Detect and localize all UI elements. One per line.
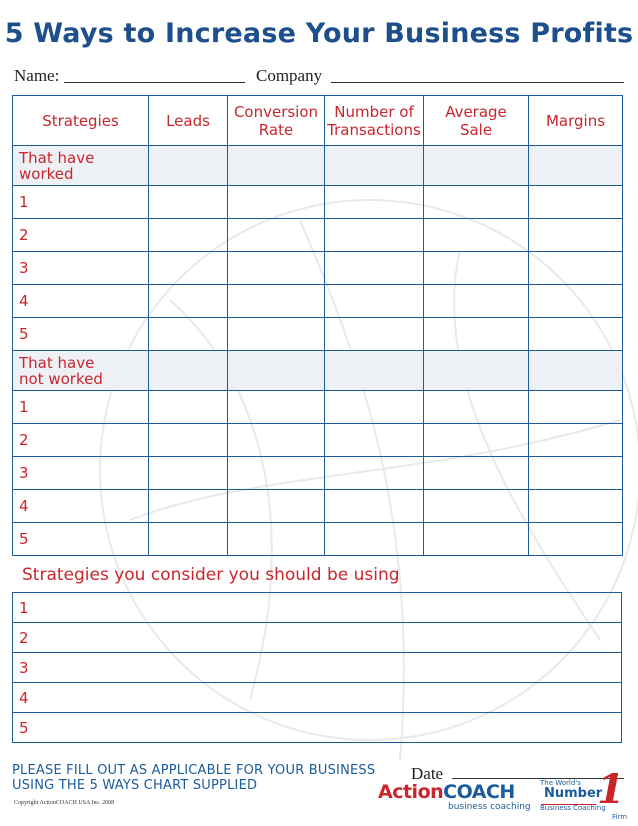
award-number-one: 1 <box>597 766 625 813</box>
col-header-number-of-transactions: Number of Transactions <box>325 96 424 146</box>
table-row <box>13 424 623 457</box>
table-row <box>13 523 623 556</box>
brand-tagline: business coaching <box>448 802 531 812</box>
date-label: Date <box>411 764 444 783</box>
table-row <box>13 252 623 285</box>
copyright-text: Copyright ActionCOACH USA Inc. 2008 <box>14 800 115 806</box>
table-row <box>13 490 623 523</box>
award-text-top: The World's <box>540 779 581 787</box>
row-number: 5 <box>13 318 149 351</box>
row-number: 3 <box>13 457 149 490</box>
company-line[interactable] <box>331 82 624 83</box>
list-item[interactable]: 5 <box>13 713 622 743</box>
col-header-strategies: Strategies <box>13 96 149 146</box>
row-number: 5 <box>13 523 149 556</box>
list-item[interactable]: 4 <box>13 683 622 713</box>
table-row <box>13 219 623 252</box>
name-label: Name: <box>14 66 60 85</box>
table-row <box>13 318 623 351</box>
row-number: 3 <box>13 252 149 285</box>
name-line[interactable] <box>64 82 245 83</box>
award-number-word: Number <box>544 786 603 801</box>
list-item[interactable]: 2 <box>13 623 622 653</box>
strategy-table <box>12 95 623 556</box>
section-label-not-worked: That have not worked <box>13 351 149 391</box>
brand-logo: ActionCOACH <box>378 781 515 803</box>
section-row-not-worked <box>13 351 623 391</box>
table-row <box>13 186 623 219</box>
list-item[interactable]: 3 <box>13 653 622 683</box>
consider-heading: Strategies you consider you should be using <box>22 565 400 585</box>
table-row <box>13 457 623 490</box>
instructions-text: PLEASE FILL OUT AS APPLICABLE FOR YOUR BUSINESS USING THE 5 WAYS CHART SUPPLIED <box>12 763 376 793</box>
award-text-bottom: Business Coaching <box>540 804 606 812</box>
section-row-worked <box>13 146 623 186</box>
col-header-average-sale: Average Sale <box>424 96 529 146</box>
row-number: 2 <box>13 424 149 457</box>
section-label-worked: That have worked <box>13 146 149 186</box>
row-number: 4 <box>13 285 149 318</box>
col-header-leads: Leads <box>149 96 228 146</box>
company-label: Company <box>256 66 323 85</box>
row-number: 1 <box>13 391 149 424</box>
award-text-firm: Firm <box>612 813 628 821</box>
col-header-conversion-rate: Conversion Rate <box>228 96 325 146</box>
row-number: 4 <box>13 490 149 523</box>
table-row <box>13 391 623 424</box>
col-header-margins: Margins <box>529 96 623 146</box>
row-number: 2 <box>13 219 149 252</box>
list-item[interactable]: 1 <box>13 593 622 623</box>
page-title: 5 Ways to Increase Your Business Profits <box>4 18 634 49</box>
table-header-row <box>13 96 623 146</box>
row-number: 1 <box>13 186 149 219</box>
consider-list <box>12 592 622 743</box>
table-row <box>13 285 623 318</box>
